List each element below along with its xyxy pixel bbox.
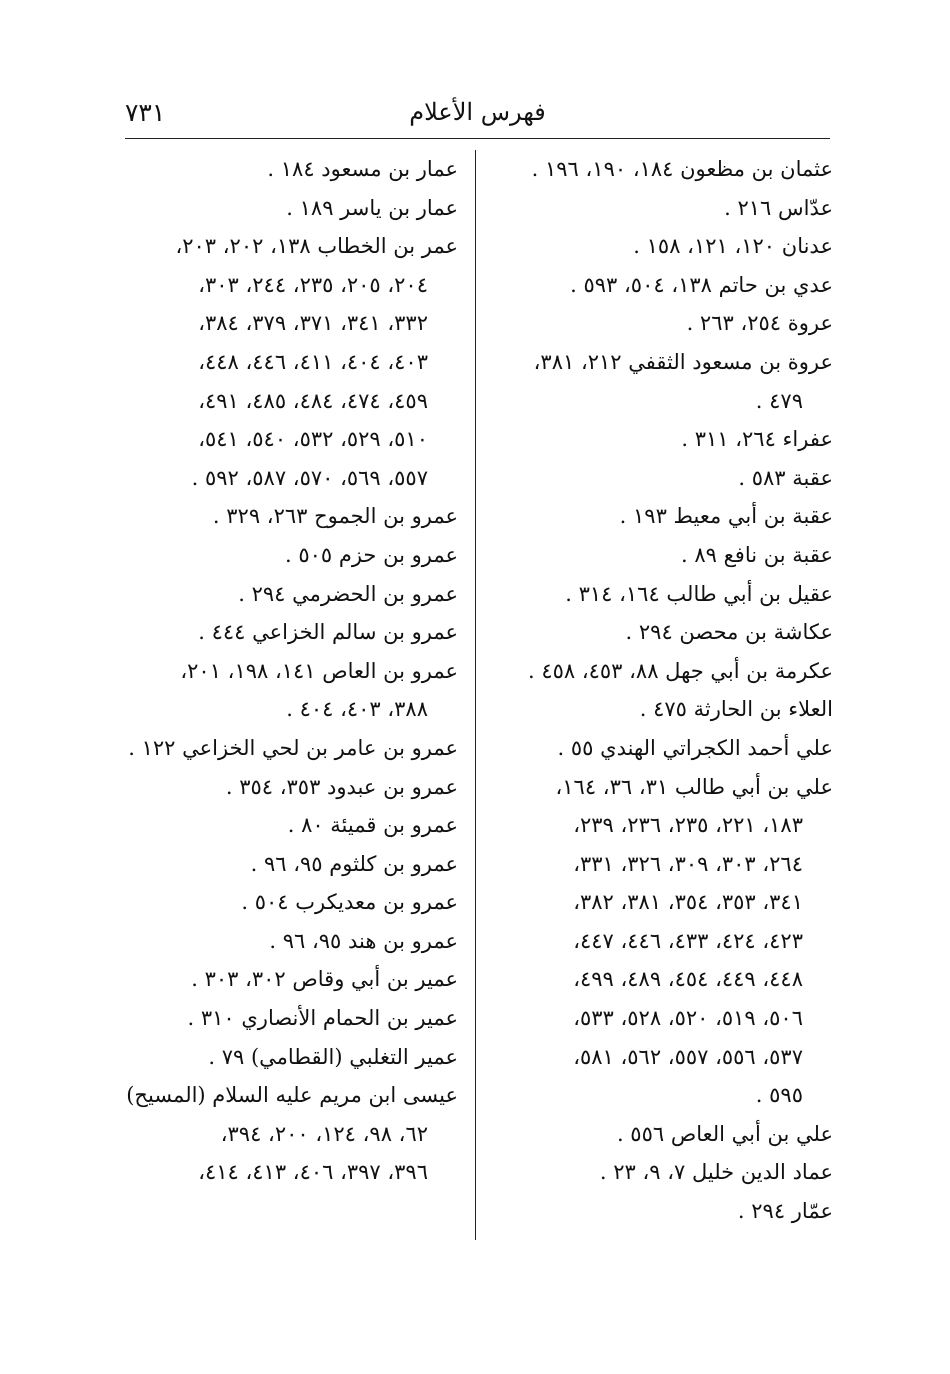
index-entry: عماد الدين خليل ٧، ٩، ٢٣ . [599, 1160, 833, 1185]
index-entry-continuation: ٣٩٦، ٣٩٧، ٤٠٦، ٤١٣، ٤١٤، [198, 1160, 428, 1185]
index-entry: عروة بن مسعود الثقفي ٢١٢، ٣٨١، [533, 349, 833, 374]
index-entry: عدّاس ٢١٦ . [724, 195, 833, 220]
index-entry: عمرو بن معديكرب ٥٠٤ . [241, 890, 458, 915]
index-entry-continuation: ٥٣٧، ٥٥٦، ٥٥٧، ٥٦٢، ٥٨١، [573, 1044, 803, 1069]
index-entry: عمرو بن هند ٩٥، ٩٦ . [269, 928, 458, 953]
left-column [125, 150, 458, 1192]
index-entry: عقبة بن نافع ٨٩ . [681, 542, 833, 567]
index-entry: عمر بن الخطاب ١٣٨، ٢٠٢، ٢٠٣، [175, 234, 458, 259]
page-title: فهرس الأعلام [409, 98, 546, 126]
index-entry: عمّار ٢٩٤ . [737, 1199, 833, 1224]
index-entry: علي بن أبي العاص ٥٥٦ . [616, 1121, 833, 1146]
index-entry-continuation: ٤٢٣، ٤٢٤، ٤٣٣، ٤٤٦، ٤٤٧، [573, 928, 803, 953]
index-entry: عمرو بن الحضرمي ٢٩٤ . [238, 581, 458, 606]
index-entry: علي أحمد الكجراتي الهندي ٥٥ . [557, 735, 833, 760]
index-entry: عمار بن مسعود ١٨٤ . [267, 157, 458, 181]
index-entry: عقيل بن أبي طالب ١٦٤، ٣١٤ . [565, 581, 833, 606]
index-entry-continuation: ٣٤١، ٣٥٣، ٣٥٤، ٣٨١، ٣٨٢، [573, 890, 803, 915]
index-entry: عفراء ٢٦٤، ٣١١ . [681, 427, 833, 452]
index-entry-continuation: ٣٨٨، ٤٠٣، ٤٠٤ . [286, 697, 428, 722]
index-entry: عمرو بن الجموح ٢٦٣، ٣٢٩ . [212, 504, 458, 529]
index-entry: عمرو بن كلثوم ٩٥، ٩٦ . [250, 851, 458, 876]
index-entry: عدي بن حاتم ١٣٨، ٥٠٤، ٥٩٣ . [570, 272, 833, 297]
index-entry-continuation: ٤٤٨، ٤٤٩، ٤٥٤، ٤٨٩، ٤٩٩، [573, 967, 803, 992]
index-entry-continuation: ٢٦٤، ٣٠٣، ٣٠٩، ٣٢٦، ٣٣١، [573, 851, 803, 876]
index-entry: عدنان ١٢٠، ١٢١، ١٥٨ . [633, 234, 833, 259]
index-entry: عمرو بن عبدود ٣٥٣، ٣٥٤ . [225, 774, 458, 799]
index-entry: عروة ٢٥٤، ٢٦٣ . [686, 311, 833, 336]
index-entry: عكاشة بن محصن ٢٩٤ . [625, 620, 833, 645]
index-entry-continuation: ٢٠٤، ٢٠٥، ٢٣٥، ٢٤٤، ٣٠٣، [198, 272, 428, 297]
index-entry: عقبة ٥٨٣ . [738, 465, 833, 490]
index-entry: عيسى ابن مريم عليه السلام (المسيح) [126, 1083, 458, 1108]
index-entry: عمرو بن قميئة ٨٠ . [287, 813, 458, 838]
index-entry: عمير التغلبي (القطامي) ٧٩ . [208, 1044, 458, 1069]
index-entry: عمير بن أبي وقاص ٣٠٢، ٣٠٣ . [191, 967, 458, 992]
index-entry-continuation: ٤٥٩، ٤٧٤، ٤٨٤، ٤٨٥، ٤٩١، [198, 388, 428, 413]
index-entry-continuation: ٥٠٦، ٥١٩، ٥٢٠، ٥٢٨، ٥٣٣، [573, 1006, 803, 1031]
index-entry-continuation: ٤٠٣، ٤٠٤، ٤١١، ٤٤٦، ٤٤٨، [198, 349, 428, 374]
index-entry-continuation: ٣٣٢، ٣٤١، ٣٧١، ٣٧٩، ٣٨٤، [198, 311, 428, 336]
index-entry: العلاء بن الحارثة ٤٧٥ . [639, 697, 833, 722]
index-entry: علي بن أبي طالب ٣١، ٣٦، ١٦٤، [555, 774, 833, 799]
column-divider [475, 150, 476, 1240]
index-entry: عمير بن الحمام الأنصاري ٣١٠ . [187, 1006, 458, 1031]
index-entry: عمرو بن سالم الخزاعي ٤٤٤ . [198, 620, 458, 645]
index-entry: عثمان بن مظعون ١٨٤، ١٩٠، ١٩٦ . [531, 157, 833, 181]
index-entry-continuation: ٤٧٩ . [755, 388, 803, 413]
page-header [125, 96, 830, 136]
index-entry-continuation: ٥٥٧، ٥٦٩، ٥٧٠، ٥٨٧، ٥٩٢ . [191, 465, 428, 490]
page-number: ٧٣١ [125, 98, 166, 127]
index-entry: عمرو بن العاص ١٤١، ١٩٨، ٢٠١، [180, 658, 458, 683]
header-rule [125, 138, 830, 139]
right-column [500, 150, 833, 1231]
index-entry-continuation: ٦٢، ٩٨، ١٢٤، ٢٠٠، ٣٩٤، [220, 1121, 428, 1146]
index-entry: عمار بن ياسر ١٨٩ . [286, 195, 458, 220]
index-entry: عمرو بن حزم ٥٠٥ . [284, 542, 458, 567]
index-entry-continuation: ٥١٠، ٥٢٩، ٥٣٢، ٥٤٠، ٥٤١، [198, 427, 428, 452]
index-entry-continuation: ٥٩٥ . [755, 1083, 803, 1108]
index-entry-continuation: ١٨٣، ٢٢١، ٢٣٥، ٢٣٦، ٢٣٩، [573, 813, 803, 838]
index-entry: عقبة بن أبي معيط ١٩٣ . [619, 504, 833, 529]
index-entry: عمرو بن عامر بن لحي الخزاعي ١٢٢ . [128, 735, 458, 760]
index-entry: عكرمة بن أبي جهل ٨٨، ٤٥٣، ٤٥٨ . [527, 658, 833, 683]
